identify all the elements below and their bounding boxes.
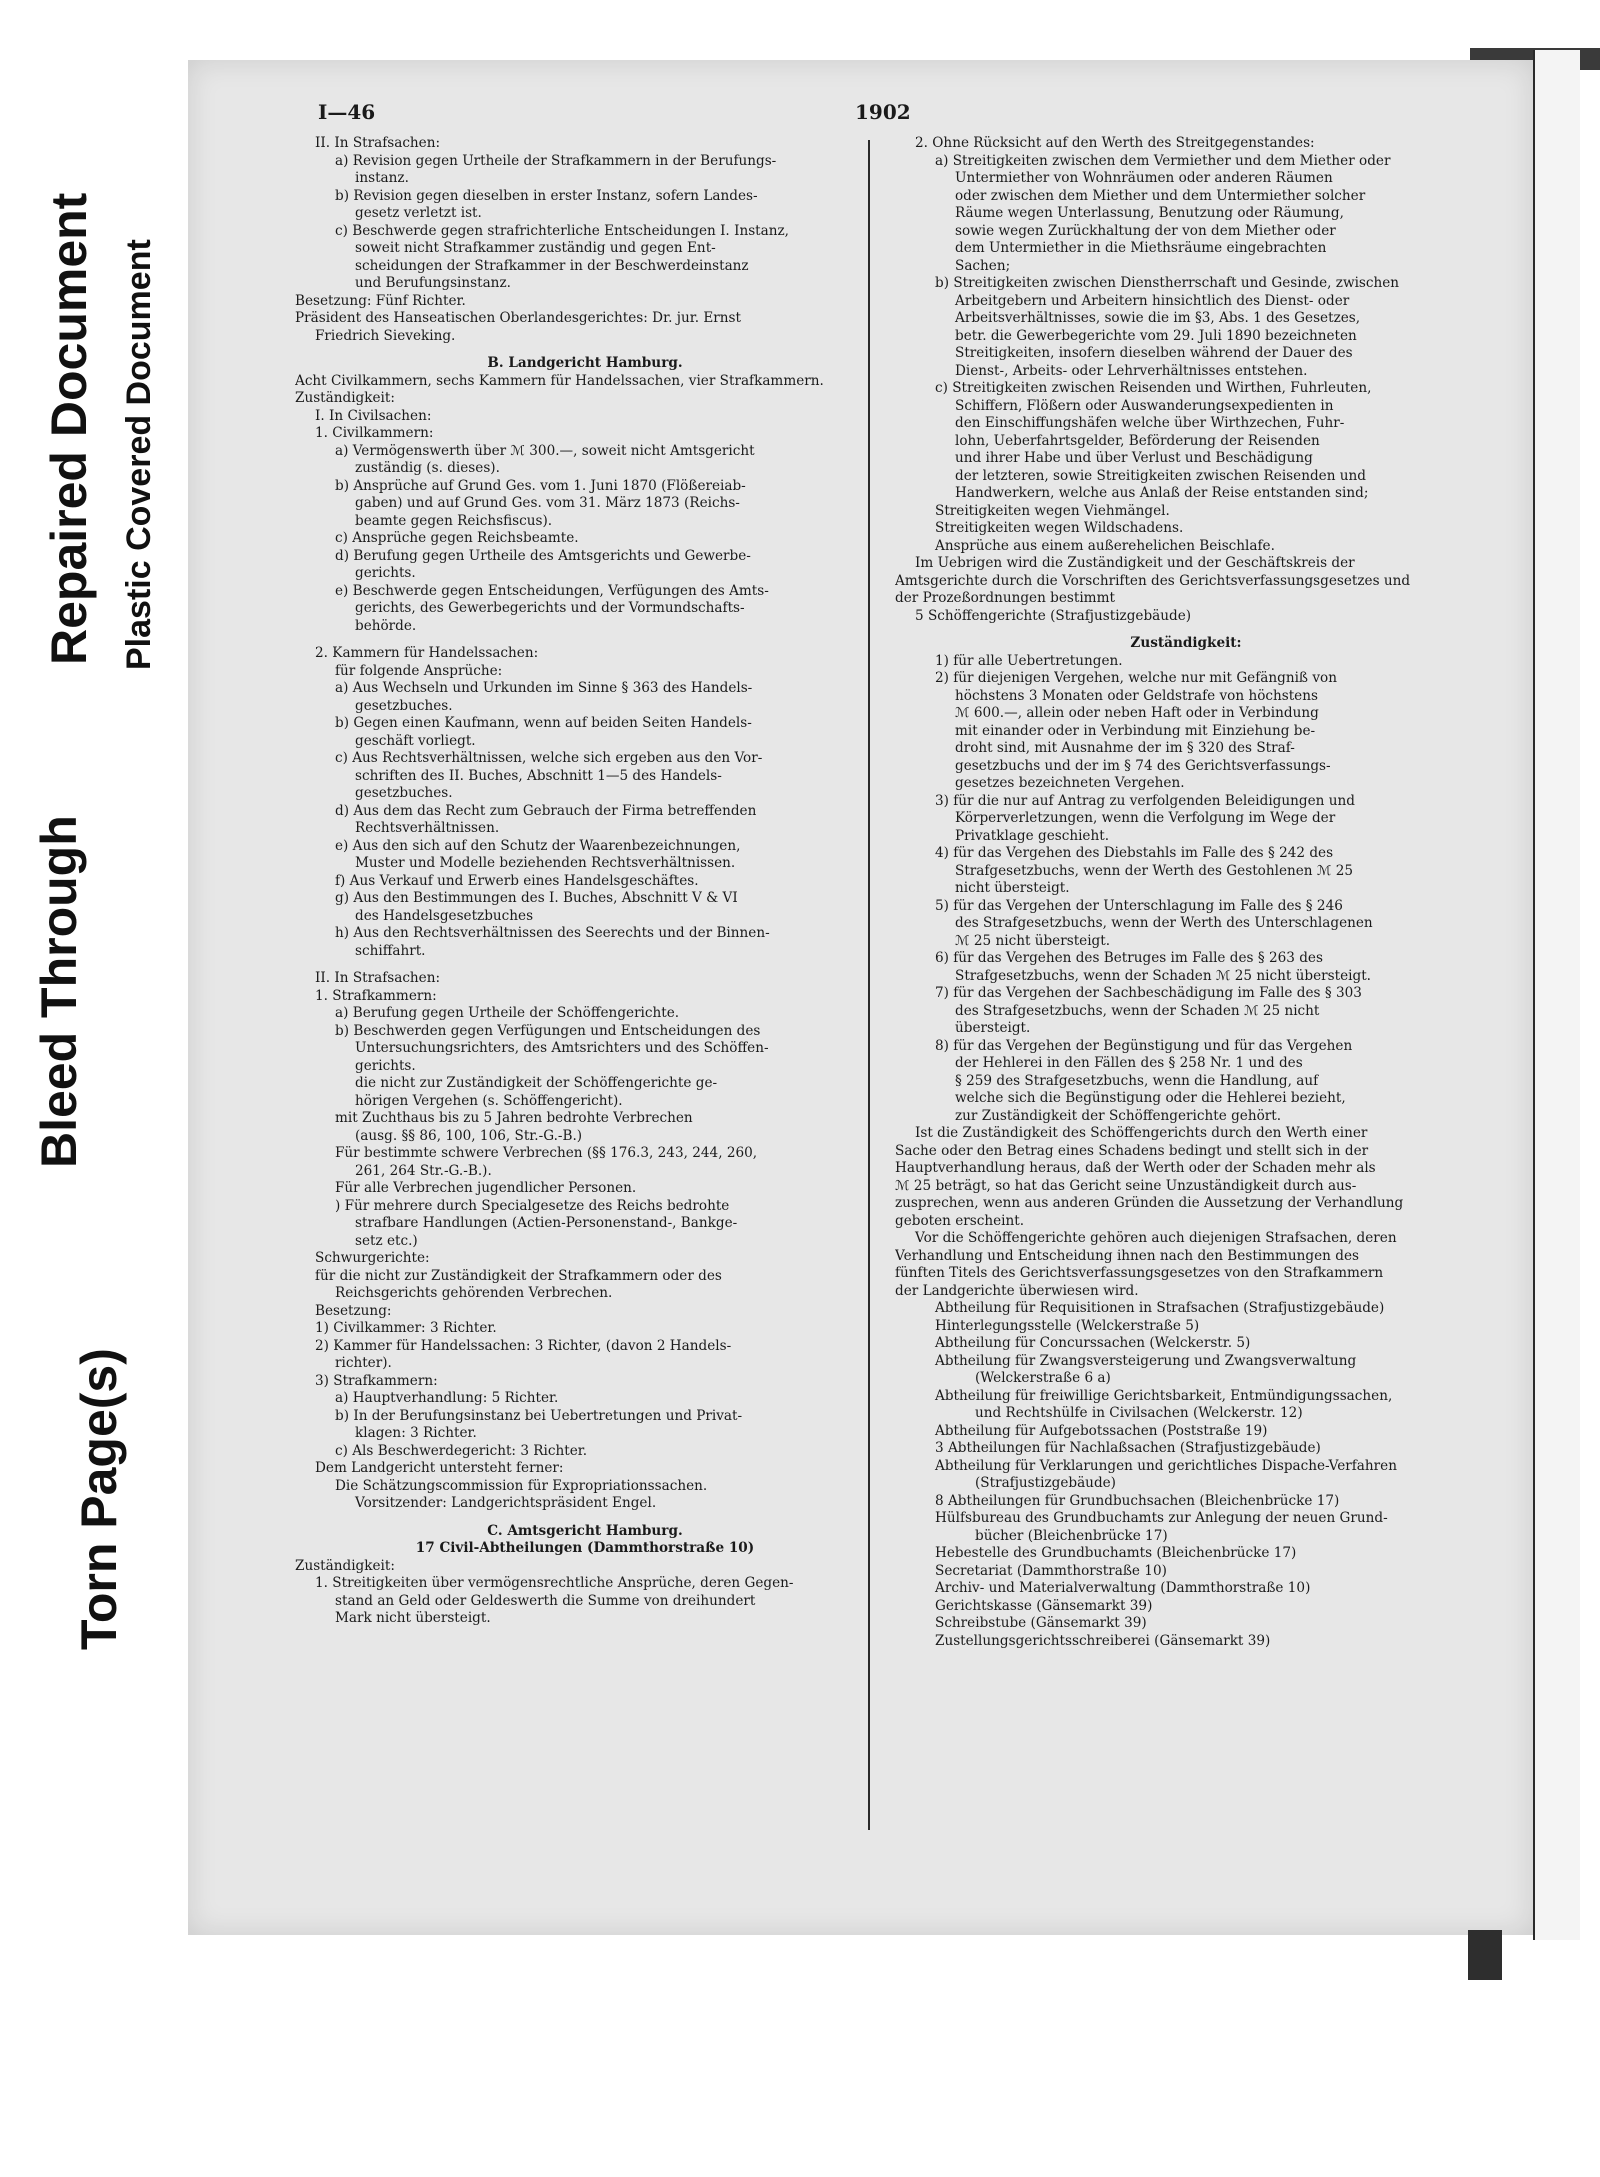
text-line: Archiv- und Materialverwaltung (Dammthorstraße 10) (935, 1580, 1311, 1596)
text-line: Abtheilung für Verklarungen und gerichtliches Dispache-Verfahren (935, 1457, 1397, 1474)
text-line: und Berufungsinstanz. (355, 275, 511, 291)
text-line: mit Zuchthaus bis zu 5 Jahren bedrohte Verbrechen (335, 1110, 693, 1126)
text-line: f) Aus Verkauf und Erwerb eines Handelsgeschäftes. (335, 872, 699, 889)
text-line: ℳ 25 beträgt, so hat das Gericht seine Unzuständigkeit durch aus- (895, 1177, 1357, 1194)
text-line: 4) für das Vergehen des Diebstahls im Falle des § 242 des (935, 845, 1334, 861)
text-line: B. Landgericht Hamburg. (487, 355, 683, 371)
text-line: Untermiether von Wohnräumen oder anderen Räumen (955, 170, 1333, 186)
right-column (895, 135, 1477, 1650)
text-line: Präsident des Hanseatischen Oberlandesgerichtes: Dr. jur. Ernst (295, 310, 741, 326)
text-line: Für bestimmte schwere Verbrechen (§§ 176.3, 243, 244, 260, (335, 1145, 758, 1161)
text-line: fünften Titels des Gerichtsverfassungsgesetzes von den Strafkammern (895, 1265, 1384, 1281)
text-line: Hinterlegungsstelle (Welckerstraße 5) (935, 1317, 1200, 1334)
text-line: Räume wegen Unterlassung, Benutzung oder Räumung, (955, 205, 1344, 221)
left-column (295, 135, 875, 1628)
text-line: Untersuchungsrichters, des Amtsrichters und des Schöffen- (355, 1040, 769, 1056)
text-line: für die nicht zur Zuständigkeit der Strafkammern oder des (315, 1267, 722, 1284)
text-line: Besetzung: (315, 1302, 392, 1319)
text-line: gesetzbuchs und der im § 74 des Gerichtsverfassungs- (955, 757, 1331, 774)
text-line: c) Ansprüche gegen Reichsbeamte. (335, 530, 579, 546)
text-line: der Hehlerei in den Fällen des § 258 Nr. 1 und des (955, 1055, 1303, 1071)
text-line: Strafgesetzbuchs, wenn der Schaden ℳ 25 nicht übersteigt. (955, 967, 1371, 984)
text-line: Im Uebrigen wird die Zuständigkeit und der Geschäftskreis der (915, 555, 1355, 571)
text-line: und Rechtshülfe in Civilsachen (Welckerstr. 12) (975, 1405, 1303, 1421)
text-line: 3) Strafkammern: (315, 1372, 438, 1389)
text-line: des Handelsgesetzbuches (355, 907, 534, 924)
text-line: b) In der Berufungsinstanz bei Uebertretungen und Privat- (335, 1407, 743, 1424)
text-line: Hülfsbureau des Grundbuchamts zur Anlegung der neuen Grund- (935, 1510, 1388, 1526)
text-line: 3 Abtheilungen für Nachlaßsachen (Strafjustizgebäude) (935, 1440, 1321, 1456)
text-line: c) Beschwerde gegen strafrichterliche Entscheidungen I. Instanz, (335, 222, 789, 239)
text-line: den Einschiffungshäfen welche über Wirthzechen, Fuhr- (955, 415, 1345, 431)
text-line: Sache oder den Betrag eines Schadens bedingt und stellt sich in der (895, 1142, 1369, 1159)
spacer (295, 960, 875, 970)
text-line: a) Vermögenswerth über ℳ 300.—, soweit nicht Amtsgericht (335, 442, 755, 459)
text-line: Acht Civilkammern, sechs Kammern für Handelssachen, vier Strafkammern. (295, 372, 824, 389)
text-line: Schiffern, Flößern oder Auswanderungsexpedienten in (955, 397, 1334, 414)
text-line: 7) für das Vergehen der Sachbeschädigung im Falle des § 303 (935, 985, 1362, 1001)
text-line: Arbeitgebern und Arbeitern hinsichtlich des Dienst- oder (955, 292, 1350, 309)
text-line: h) Aus den Rechtsverhältnissen des Seerechts und der Binnen- (335, 925, 770, 941)
text-line: Arbeitsverhältnisses, sowie die im §3, Abs. 1 des Gesetzes, (955, 310, 1361, 326)
text-line: Mark nicht übersteigt. (335, 1610, 491, 1626)
text-line: 1. Civilkammern: (315, 425, 434, 441)
text-line: 1. Strafkammern: (315, 987, 437, 1004)
text-line: C. Amtsgericht Hamburg. (487, 1522, 683, 1539)
text-line: § 259 des Strafgesetzbuchs, wenn die Handlung, auf (955, 1072, 1319, 1089)
page-number: I—46 (318, 100, 376, 124)
text-line: des Strafgesetzbuchs, wenn der Werth des Unterschlagenen (955, 915, 1373, 931)
text-line: Streitigkeiten wegen Wildschadens. (935, 520, 1184, 536)
text-line: 2. Ohne Rücksicht auf den Werth des Streitgegenstandes: (915, 135, 1315, 151)
label-torn-pages: Torn Page(s) (71, 1348, 127, 1650)
text-line: 5 Schöffengerichte (Strafjustizgebäude) (915, 607, 1192, 624)
text-line: Streitigkeiten, insofern dieselben während der Dauer des (955, 345, 1353, 361)
text-line: Zuständigkeit: (295, 1557, 395, 1574)
text-line: zuständig (s. dieses). (355, 460, 500, 476)
text-line: richter). (335, 1355, 392, 1371)
text-line: oder zwischen dem Miether und dem Untermiether solcher (955, 187, 1366, 204)
text-line: Körperverletzungen, wenn die Verfolgung im Wege der (955, 810, 1336, 826)
text-line: b) Gegen einen Kaufmann, wenn auf beiden Seiten Handels- (335, 715, 752, 731)
text-line: Schwurgerichte: (315, 1250, 430, 1266)
text-line: Vor die Schöffengerichte gehören auch diejenigen Strafsachen, deren (915, 1230, 1397, 1246)
text-line: Friedrich Sieveking. (315, 327, 456, 344)
text-line: betr. die Gewerbegerichte vom 29. Juli 1890 bezeichneten (955, 327, 1357, 344)
text-line: bücher (Bleichenbrücke 17) (975, 1527, 1168, 1544)
text-line: mit einander oder in Verbindung mit Einziehung be- (955, 722, 1316, 739)
text-line: beamte gegen Reichsfiscus). (355, 512, 553, 529)
text-line: soweit nicht Strafkammer zuständig und gegen Ent- (355, 240, 716, 256)
text-line: 17 Civil-Abtheilungen (Dammthorstraße 10) (415, 1540, 755, 1556)
text-line: stand an Geld oder Geldeswerth die Summe von dreihundert (335, 1592, 756, 1609)
text-line: c) Streitigkeiten zwischen Reisenden und Wirthen, Fuhrleuten, (935, 380, 1372, 396)
text-line: 2) Kammer für Handelssachen: 3 Richter, (davon 2 Handels- (315, 1337, 732, 1354)
text-line: Besetzung: Fünf Richter. (295, 292, 466, 309)
text-line: geschäft vorliegt. (355, 732, 476, 749)
text-line: lohn, Ueberfahrtsgelder, Beförderung der Reisenden (955, 432, 1320, 449)
text-line: gesetzbuches. (355, 697, 453, 714)
text-line: höchstens 3 Monaten oder Geldstrafe von höchstens (955, 687, 1318, 704)
page-year: 1902 (855, 100, 911, 124)
text-line: 5) für das Vergehen der Unterschlagung im Falle des § 246 (935, 897, 1343, 914)
text-line: der letzteren, sowie Streitigkeiten zwischen Reisenden und (955, 467, 1366, 484)
text-line: Streitigkeiten wegen Viehmängel. (935, 502, 1170, 519)
text-line: hörigen Vergehen (s. Schöffengericht). (355, 1092, 623, 1109)
text-line: gerichts. (355, 1057, 416, 1074)
text-line: (ausg. §§ 86, 100, 106, Str.-G.-B.) (355, 1127, 583, 1144)
text-line: Secretariat (Dammthorstraße 10) (935, 1562, 1167, 1579)
text-line: a) Aus Wechseln und Urkunden im Sinne § 363 des Handels- (335, 680, 753, 696)
text-line: der Prozeßordnungen bestimmt (895, 590, 1115, 606)
text-line: Amtsgerichte durch die Vorschriften des Gerichtsverfassungsgesetzes und (895, 572, 1411, 589)
text-line: welche sich die Begünstigung oder die Hehlerei bezieht, (955, 1090, 1346, 1106)
text-line: behörde. (355, 617, 417, 634)
text-line: geboten erscheint. (895, 1212, 1025, 1229)
text-line: 1. Streitigkeiten über vermögensrechtliche Ansprüche, deren Gegen- (315, 1575, 794, 1591)
text-line: d) Berufung gegen Urtheile des Amtsgerichts und Gewerbe- (335, 547, 751, 564)
text-line: b) Beschwerden gegen Verfügungen und Entscheidungen des (335, 1022, 761, 1039)
text-line: Zustellungsgerichtsschreiberei (Gänsemarkt 39) (935, 1632, 1271, 1649)
text-line: a) Streitigkeiten zwischen dem Vermiether und dem Miether oder (935, 152, 1391, 169)
text-line: (Strafjustizgebäude) (975, 1475, 1116, 1491)
text-line: gesetz verletzt ist. (355, 205, 482, 221)
text-line: Hauptverhandlung heraus, daß der Werth oder der Schaden mehr als (895, 1160, 1376, 1176)
text-line: Muster und Modelle beziehenden Rechtsverhältnissen. (355, 855, 736, 871)
text-line: g) Aus den Bestimmungen des I. Buches, Abschnitt V & VI (335, 890, 738, 906)
text-line: Ist die Zuständigkeit des Schöffengerichts durch den Werth einer (915, 1125, 1368, 1141)
text-line: d) Aus dem das Recht zum Gebrauch der Firma betreffenden (335, 802, 757, 819)
text-line: I. In Civilsachen: (315, 407, 432, 424)
text-line: c) Aus Rechtsverhältnissen, welche sich ergeben aus den Vor- (335, 750, 763, 766)
text-line: der Landgerichte überwiesen wird. (895, 1282, 1139, 1299)
scan-right-edge (1533, 50, 1580, 1940)
text-line: 8) für das Vergehen der Begünstigung und für das Vergehen (935, 1037, 1353, 1054)
text-line: Strafgesetzbuchs, wenn der Werth des Gestohlenen ℳ 25 (955, 862, 1354, 879)
text-line: Abtheilung für Concurssachen (Welckerstr. 5) (935, 1335, 1251, 1351)
text-line: Verhandlung und Entscheidung ihnen nach den Bestimmungen des (895, 1247, 1359, 1264)
label-repaired-document: Repaired Document (41, 192, 97, 665)
text-line: nicht übersteigt. (955, 880, 1070, 896)
text-line: Sachen; (955, 257, 1011, 274)
text-line: b) Streitigkeiten zwischen Dienstherrschaft und Gesinde, zwischen (935, 275, 1400, 291)
text-line: 3) für die nur auf Antrag zu verfolgenden Beleidigungen und (935, 792, 1355, 809)
spacer (295, 635, 875, 645)
text-line: Abtheilung für Requisitionen in Strafsachen (Strafjustizgebäude) (935, 1300, 1385, 1316)
text-line: 1) Civilkammer: 3 Richter. (315, 1320, 497, 1336)
text-line: Gerichtskasse (Gänsemarkt 39) (935, 1597, 1153, 1614)
text-line: gesetzes bezeichneten Vergehen. (955, 775, 1185, 791)
text-line: 2. Kammern für Handelssachen: (315, 645, 539, 661)
text-line: 261, 264 Str.-G.-B.). (355, 1162, 492, 1179)
text-line: a) Hauptverhandlung: 5 Richter. (335, 1390, 559, 1406)
text-line: ℳ 600.—, allein oder neben Haft oder in Verbindung (955, 705, 1319, 721)
text-line: und ihrer Habe und über Verlust und Beschädigung (955, 450, 1313, 466)
text-line: b) Revision gegen dieselben in erster Instanz, sofern Landes- (335, 187, 758, 204)
text-line: Reichsgerichts gehörenden Verbrechen. (335, 1285, 613, 1301)
text-line: gerichts. (355, 565, 416, 581)
text-line: Vorsitzender: Landgerichtspräsident Engel. (355, 1495, 657, 1511)
text-line: 1) für alle Uebertretungen. (935, 652, 1123, 669)
text-line: scheidungen der Strafkammer in der Beschwerdeinstanz (355, 257, 749, 274)
text-line: gesetzbuches. (355, 785, 453, 801)
text-line: Zuständigkeit: (1130, 635, 1242, 651)
label-bleed-through: Bleed Through (31, 815, 87, 1168)
text-line: Rechtsverhältnissen. (355, 820, 500, 836)
text-line: strafbare Handlungen (Actien-Personenstand-, Bankge- (355, 1215, 738, 1231)
text-line: ) Für mehrere durch Specialgesetze des Reichs bedrohte (335, 1197, 730, 1214)
text-line: Abtheilung für Zwangsversteigerung und Zwangsverwaltung (935, 1352, 1357, 1369)
text-line: setz etc.) (355, 1232, 418, 1249)
text-line: a) Berufung gegen Urtheile der Schöffengerichte. (335, 1005, 680, 1021)
text-line: übersteigt. (955, 1020, 1031, 1036)
text-line: Abtheilung für freiwillige Gerichtsbarkeit, Entmündigungssachen, (935, 1387, 1393, 1404)
text-line: die nicht zur Zuständigkeit der Schöffengerichte ge- (355, 1075, 718, 1091)
text-line: Dienst-, Arbeits- oder Lehrverhältnisses entstehen. (955, 362, 1308, 379)
text-line: Privatklage geschieht. (955, 827, 1110, 844)
text-line: II. In Strafsachen: (315, 135, 441, 151)
text-line: Handwerkern, welche aus Anlaß der Reise entstanden sind; (955, 485, 1369, 501)
text-line: Zuständigkeit: (295, 390, 395, 406)
text-line: des Strafgesetzbuchs, wenn der Schaden ℳ 25 nicht (955, 1002, 1320, 1019)
text-line: a) Revision gegen Urtheile der Strafkammern in der Berufungs- (335, 152, 777, 169)
text-line: klagen: 3 Richter. (355, 1425, 477, 1441)
spacer (295, 1513, 875, 1523)
text-line: e) Beschwerde gegen Entscheidungen, Verfügungen des Amts- (335, 582, 769, 599)
text-line: Ansprüche aus einem außerehelichen Beischlafe. (935, 537, 1275, 554)
text-line: gaben) und auf Grund Ges. vom 31. März 1873 (Reichs- (355, 495, 740, 511)
text-line: für folgende Ansprüche: (335, 662, 503, 679)
text-line: c) Als Beschwerdegericht: 3 Richter. (335, 1442, 588, 1459)
text-line: 8 Abtheilungen für Grundbuchsachen (Bleichenbrücke 17) (935, 1492, 1340, 1509)
text-line: zusprechen, wenn aus anderen Gründen die Aussetzung der Verhandlung (895, 1195, 1404, 1211)
text-line: droht sind, mit Ausnahme der im § 320 des Straf- (955, 740, 1295, 756)
text-line: Für alle Verbrechen jugendlicher Personen. (335, 1180, 637, 1196)
text-line: (Welckerstraße 6 a) (975, 1370, 1111, 1386)
text-line: e) Aus den sich auf den Schutz der Waarenbezeichnungen, (335, 837, 741, 854)
text-line: Die Schätzungscommission für Expropriationssachen. (335, 1477, 708, 1494)
text-line: zur Zuständigkeit der Schöffengerichte gehört. (955, 1107, 1282, 1124)
text-line: instanz. (355, 170, 409, 186)
text-line: gerichts, des Gewerbegerichts und der Vormundschafts- (355, 600, 745, 616)
spacer (895, 625, 1477, 635)
text-line: b) Ansprüche auf Grund Ges. vom 1. Juni 1870 (Flößereiab- (335, 477, 746, 494)
text-line: dem Untermiether in die Miethsräume eingebrachten (955, 240, 1327, 256)
text-line: ℳ 25 nicht übersteigt. (955, 932, 1111, 949)
text-line: 2) für diejenigen Vergehen, welche nur mit Gefängniß von (935, 670, 1337, 686)
text-line: Hebestelle des Grundbuchamts (Bleichenbrücke 17) (935, 1545, 1297, 1561)
text-line: Schreibstube (Gänsemarkt 39) (935, 1615, 1147, 1631)
text-line: Dem Landgericht untersteht ferner: (315, 1460, 564, 1476)
label-plastic-covered: Plastic Covered Document (120, 239, 158, 670)
text-line: Abtheilung für Aufgebotssachen (Poststraße 19) (935, 1422, 1268, 1439)
text-line: schiffahrt. (355, 942, 426, 959)
spacer (295, 345, 875, 355)
scan-bottom-tab (1468, 1930, 1502, 1980)
text-line: II. In Strafsachen: (315, 970, 441, 986)
text-line: 6) für das Vergehen des Betruges im Falle des § 263 des (935, 950, 1323, 966)
text-line: schriften des II. Buches, Abschnitt 1—5 des Handels- (355, 767, 722, 784)
text-line: sowie wegen Zurückhaltung der von dem Miether oder (955, 222, 1336, 239)
